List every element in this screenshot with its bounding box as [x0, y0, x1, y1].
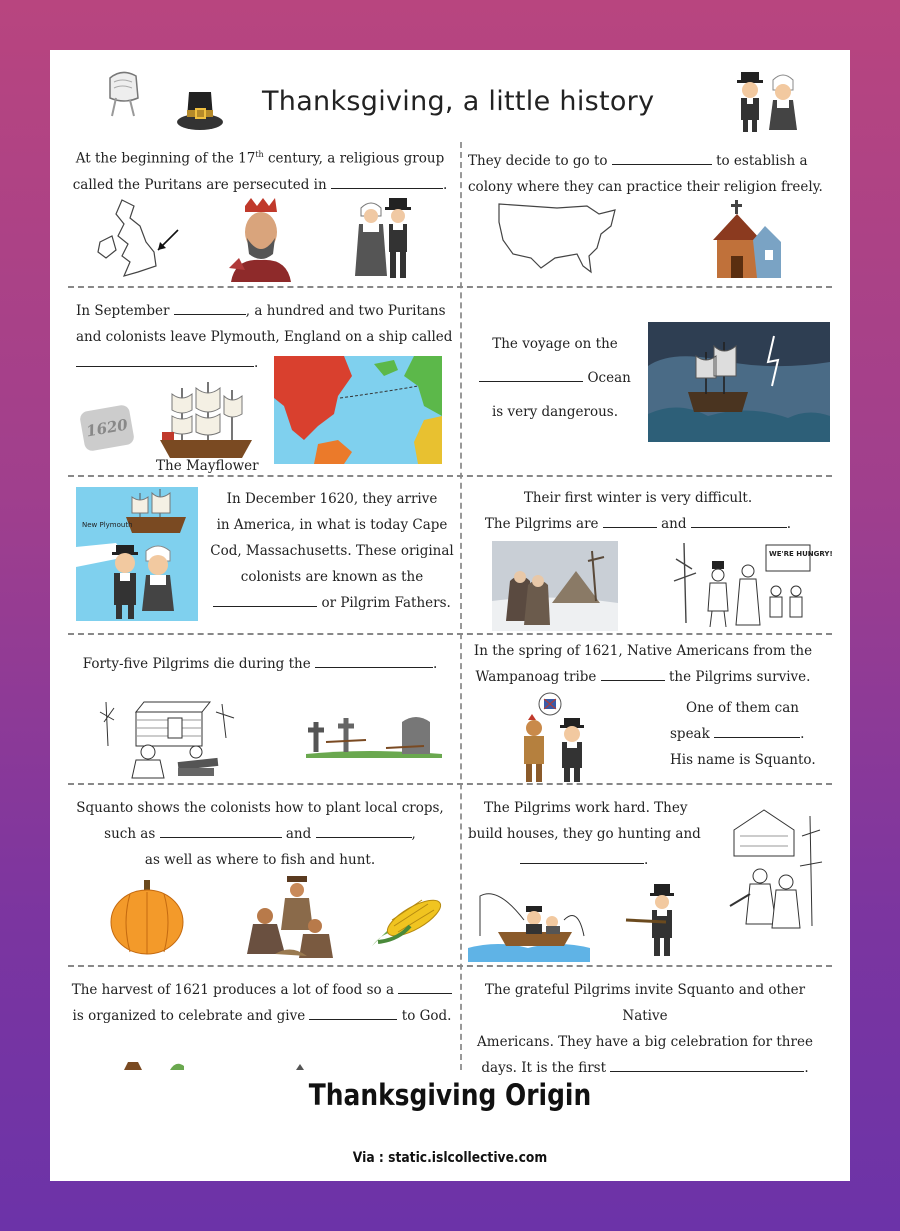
mayflower-caption: The Mayflower: [156, 458, 259, 474]
pumpkin-image: [108, 878, 186, 956]
row-divider: [68, 783, 832, 785]
cell-8-text: In the spring of 1621, Native Americans from the Wampanoag tribe the Pilgrims survive.: [473, 643, 813, 685]
bonnet-icon: [102, 68, 144, 120]
cell-11-text: The harvest of 1621 produces a lot of food so a is organized to celebrate and give to God.: [71, 982, 452, 1024]
answer-blank[interactable]: [603, 514, 657, 528]
page-title: Thanksgiving Origin: [308, 1078, 592, 1112]
cell-3-text: In September , a hundred and two Puritans and colonists leave Plymouth, England on a ship called .: [76, 303, 453, 371]
cell-10-text: The Pilgrims work hard. They build houses, they go hunting and .: [468, 800, 701, 868]
feast-image-cropped: [120, 1060, 320, 1070]
answer-blank[interactable]: [174, 301, 246, 315]
building-houses-image: [720, 806, 828, 942]
source-credit: Via : static.islcollective.com: [352, 1150, 548, 1166]
usa-map-image: [495, 200, 621, 278]
column-divider: [460, 142, 462, 1070]
answer-blank[interactable]: [76, 353, 254, 367]
cell-8-squanto-text: One of them can speak . His name is Squanto.: [670, 700, 816, 768]
winter-pilgrims-image: [492, 541, 618, 631]
cell-2-text: They decide to go to to establish a colony where they can practice their religion freely.: [468, 153, 823, 195]
answer-blank[interactable]: [479, 368, 583, 382]
row-divider: [68, 965, 832, 967]
page-card: [50, 50, 850, 1181]
fishing-pilgrims-image: [468, 876, 590, 962]
pilgrim-hat-icon: [175, 86, 225, 134]
sick-pilgrims-cabin-image: [98, 698, 260, 780]
row-divider: [68, 475, 832, 477]
hungry-sign: WE'RE HUNGRY!: [769, 550, 833, 558]
answer-blank[interactable]: [213, 593, 317, 607]
answer-blank[interactable]: [612, 151, 712, 165]
church-image: [705, 200, 783, 280]
native-americans-planting-image: [245, 874, 337, 960]
answer-blank[interactable]: [331, 175, 443, 189]
cell-9-text: Squanto shows the colonists how to plant local crops, such as and , as well as where to fish and hunt.: [76, 800, 444, 868]
new-plymouth-pilgrims-image: [76, 487, 198, 621]
graves-image: [306, 712, 442, 758]
puritans-couple-image: [355, 194, 417, 284]
answer-blank[interactable]: [315, 654, 433, 668]
row-divider: [68, 286, 832, 288]
cell-7-text: Forty-five Pilgrims die during the .: [82, 656, 438, 672]
squanto-pilgrim-image: [518, 692, 594, 786]
england-map-image: [94, 196, 184, 282]
cell-1-text: At the beginning of the 17th century, a religious group called the Puritans are persecuted in .: [72, 150, 448, 193]
cell-6-text: Their first winter is very difficult. The Pilgrims are and .: [484, 490, 792, 532]
hunting-pilgrim-image: [626, 880, 688, 960]
answer-blank[interactable]: [160, 824, 282, 838]
storm-ship-image: [648, 322, 830, 442]
row-divider: [68, 633, 832, 635]
corn-image: [368, 886, 448, 950]
answer-blank[interactable]: [714, 724, 800, 738]
atlantic-route-map-image: [274, 356, 442, 464]
mayflower-ship-image: [152, 380, 262, 462]
answer-blank[interactable]: [610, 1058, 804, 1072]
worksheet-title: Thanksgiving, a little history: [262, 86, 655, 117]
pilgrim-couple-icon: [735, 66, 807, 136]
answer-blank[interactable]: [316, 824, 412, 838]
hungry-pilgrims-image: [670, 539, 833, 633]
answer-blank[interactable]: [520, 850, 644, 864]
king-portrait-image: [225, 198, 297, 282]
coin-1620-image: 1620: [79, 404, 135, 452]
new-plymouth-label: New Plymouth: [82, 521, 133, 529]
answer-blank[interactable]: [309, 1006, 397, 1020]
answer-blank[interactable]: [691, 514, 787, 528]
answer-blank[interactable]: [601, 667, 665, 681]
cell-12-text: The grateful Pilgrims invite Squanto and other Native Americans. They have a big celebration for three days. It is the first .: [477, 982, 813, 1076]
cell-4-text: The voyage on the Ocean is very dangerous.: [470, 327, 640, 429]
worksheet-image: [50, 50, 850, 1076]
answer-blank[interactable]: [398, 980, 452, 994]
cell-5-text: In December 1620, they arrive in America, in what is today Cape Cod, Massachusetts. These original colonists are known as the or Pilgrim Fathers.: [210, 491, 454, 611]
